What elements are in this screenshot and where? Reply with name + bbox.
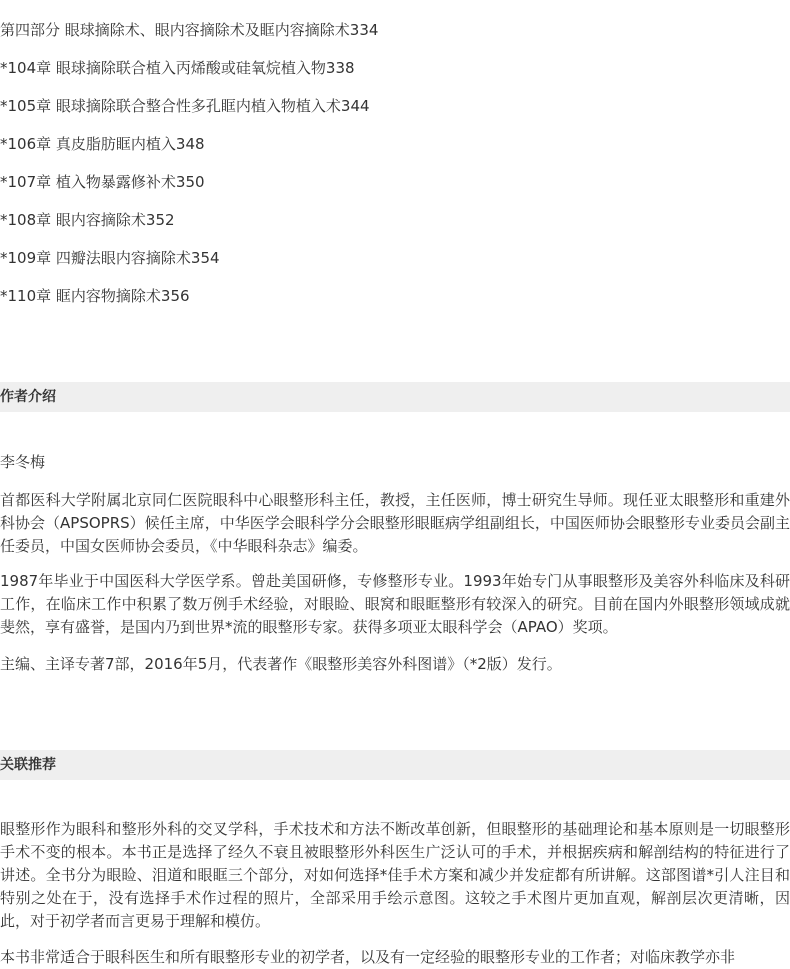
toc-item[interactable]: *108章 眼内容摘除术352 [0, 211, 175, 229]
toc-item[interactable]: 第四部分 眼球摘除术、眼内容摘除术及眶内容摘除术334 [0, 21, 379, 39]
author-name: 李冬梅 [0, 453, 46, 471]
toc-item[interactable]: *106章 真皮脂肪眶内植入348 [0, 135, 205, 153]
toc-item[interactable]: *105章 眼球摘除联合整合性多孔眶内植入物植入术344 [0, 97, 370, 115]
toc-item[interactable]: *109章 四瓣法眼内容摘除术354 [0, 249, 220, 267]
related-paragraph: 本书非常适合于眼科医生和所有眼整形专业的初学者，以及有一定经验的眼整形专业的工作者；对临床教学亦非 [0, 948, 736, 966]
related-paragraph: 眼整形作为眼科和整形外科的交叉学科，手术技术和方法不断改革创新，但眼整形的基础理论和基本原则是一切眼整形手术不变的根本。本书正是选择了经久不衰且被眼整形外科医生广泛认可的手术，并根据疾病和解剖结构的特征进行了讲述。全书分为眼睑、泪道和眼眶三个部分，对如何选择*佳手术方案和减少并发症都有所讲解。这部图谱*引人注目和特别之处在于，没有选择手术作过程的照片，全部采用手绘示意图。这较之手术图片更加直观，解剖层次更清晰，因此，对于初学者而言更易于理解和模仿。 [0, 820, 790, 930]
toc-item[interactable]: *107章 植入物暴露修补术350 [0, 173, 205, 191]
related-section-header: 关联推荐 [0, 750, 790, 780]
author-section [0, 382, 790, 673]
toc-list [0, 19, 790, 308]
toc-item[interactable]: *110章 眶内容物摘除术356 [0, 287, 190, 305]
author-section-header: 作者介绍 [0, 382, 790, 412]
author-bio-paragraph: 主编、主译专著7部，2016年5月，代表著作《眼整形美容外科图谱》（*2版）发行。 [0, 655, 562, 673]
author-bio-paragraph: 首都医科大学附属北京同仁医院眼科中心眼整形科主任，教授，主任医师，博士研究生导师。现任亚太眼整形和重建外科协会（APSOPRS）候任主席，中华医学会眼科学分会眼整形眼眶病学组副组长，中国医师协会眼整形专业委员会副主任委员，中国女医师协会委员，《中华眼科杂志》编委。 [0, 491, 790, 555]
author-bio-paragraph: 1987年毕业于中国医科大学医学系。曾赴美国研修，专修整形专业。1993年始专门从事眼整形及美容外科临床及科研工作，在临床工作中积累了数万例手术经验，对眼睑、眼窝和眼眶整形有较深入的研究。目前在国内外眼整形领域成就斐然，享有盛誉，是国内乃到世界*流的眼整形专家。获得多项亚太眼科学会（APAO）奖项。 [0, 572, 790, 636]
toc-item[interactable]: *104章 眼球摘除联合植入丙烯酸或硅氧烷植入物338 [0, 59, 355, 77]
related-section [0, 750, 790, 966]
